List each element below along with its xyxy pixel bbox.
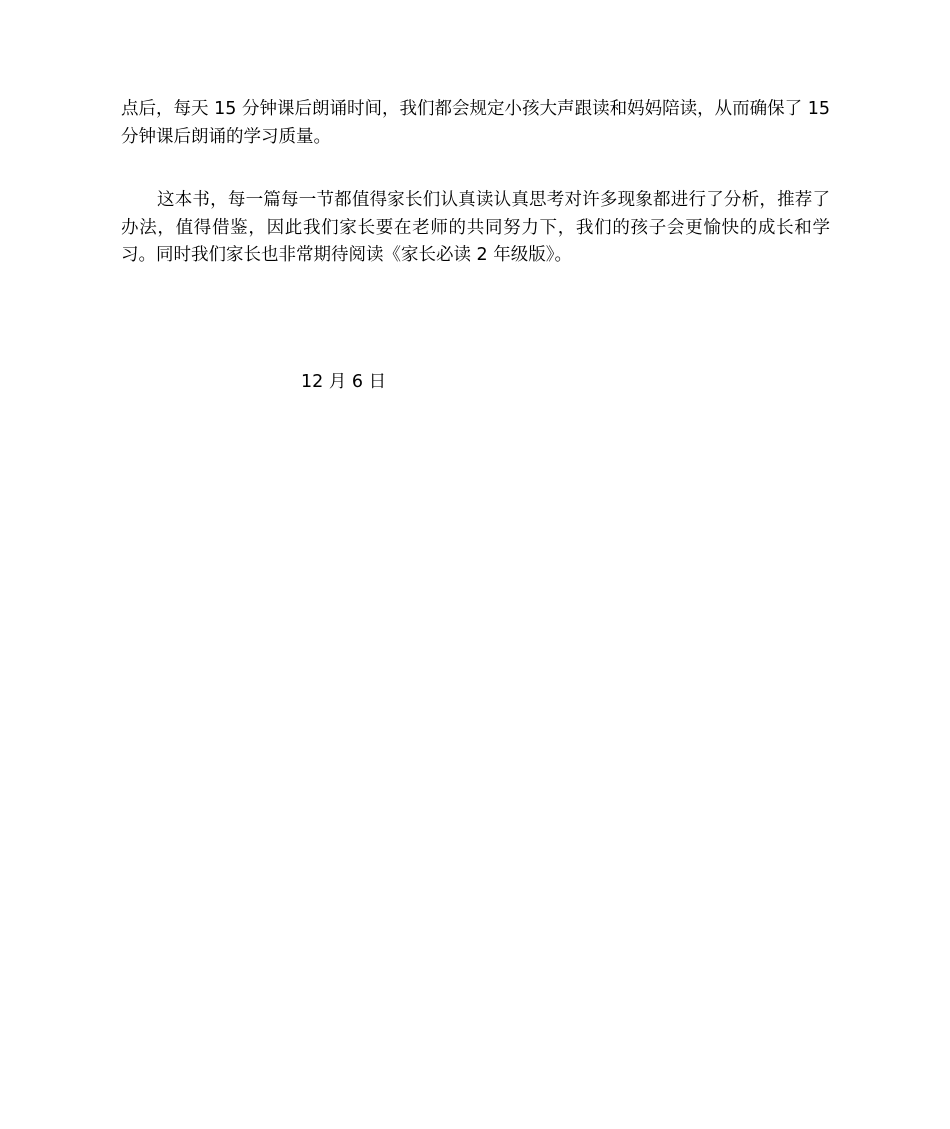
paragraph-book-review: 这本书，每一篇每一节都值得家长们认真读认真思考对许多现象都进行了分析，推荐了办法，值得借鉴，因此我们家长要在老师的共同努力下，我们的孩子会更愉快的成长和学习。同时我们家长也非常期待阅读《家长必读 2 年级版》。 [121,190,830,265]
paragraph-reading-time: 点后，每天 15 分钟课后朗诵时间，我们都会规定小孩大声跟读和妈妈陪读，从而确保了 15 分钟课后朗诵的学习质量。 [121,99,830,147]
document-date: 12 月 6 日 [301,372,387,392]
